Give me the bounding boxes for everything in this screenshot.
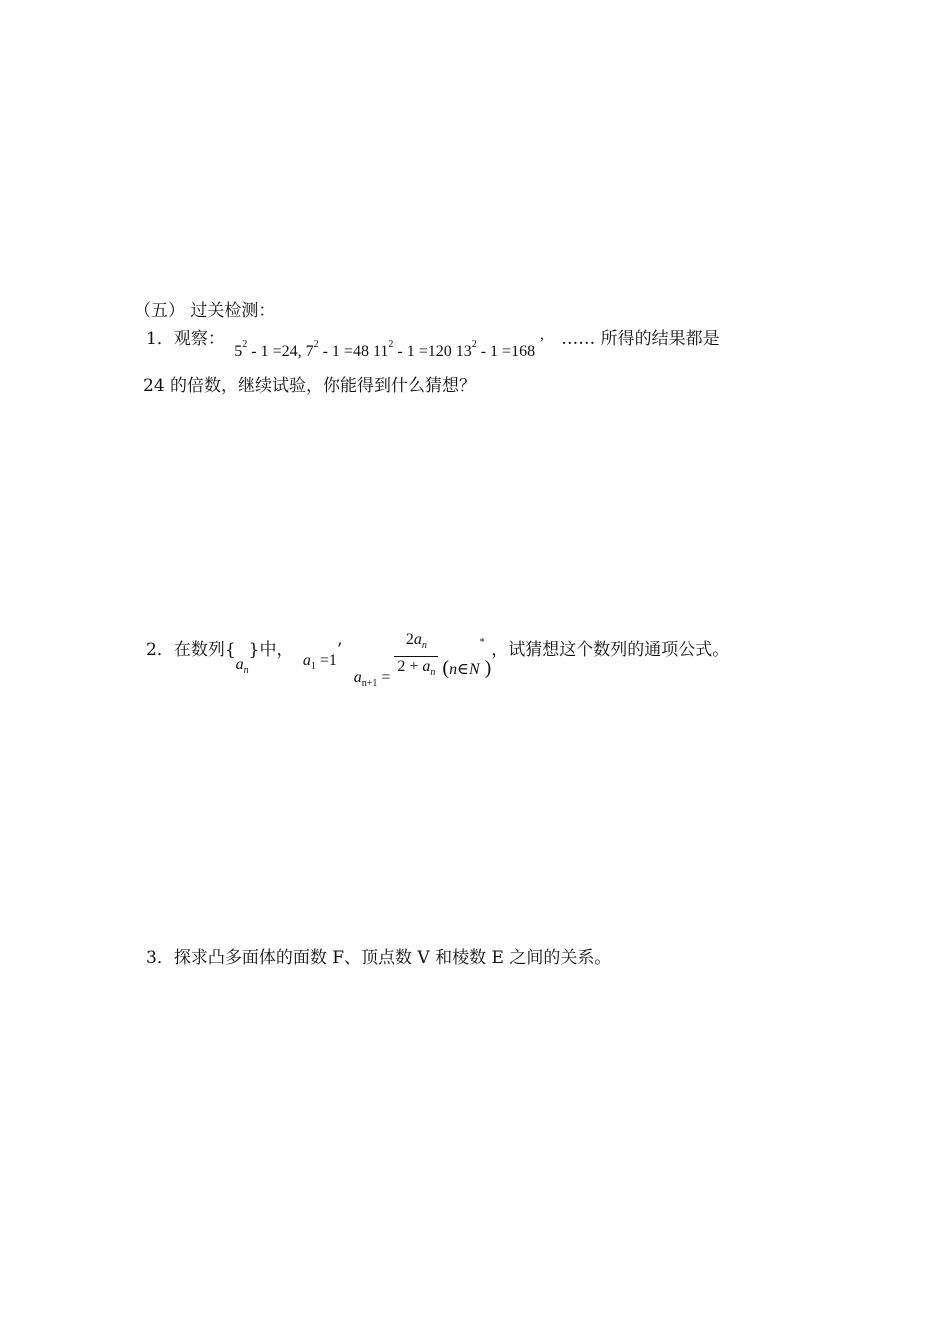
question-3: 3．探求凸多面体的面数 F、顶点数 V 和棱数 E 之间的关系。: [146, 948, 612, 968]
sequence-term: $a_n$: [235, 656, 249, 677]
question-1-line-1: [146, 329, 720, 360]
question-1-label: 1．观察：: [146, 329, 225, 349]
initial-condition: $a_1 =1$: [302, 652, 337, 673]
recurrence-formula: $a_{n+1}$ = $\frac{2a_n}{2 + a_n}$ (n∈N*): [353, 631, 492, 690]
question-2-label: 2．在数列{: [146, 640, 236, 660]
question-1-formula: $5^2 - 1 =24$, $7^2 - 1 =48$ $11^2 - 1 =120$ $13^2 - 1 =168$ ’: [234, 335, 544, 360]
recurrence-fraction: $\frac{2a_n}{2 + a_n}$: [394, 630, 438, 683]
question-2-tail: ，试猜想这个数列的通项公式。: [491, 640, 730, 660]
section-title: （五） 过关检测：: [134, 301, 276, 321]
question-1-line-2: 24 的倍数，继续试验，你能得到什么猜想？: [143, 376, 477, 396]
question-2: 2．在数列$\{a_n\}$中， $a_1 =1$’ $a_{n+1}$ = $\frac{2a_n}{2 + a_n}$ (n∈N*)，试猜想这个数列的通项公式。: [146, 631, 730, 690]
question-1-tail: …… 所得的结果都是: [561, 329, 720, 349]
